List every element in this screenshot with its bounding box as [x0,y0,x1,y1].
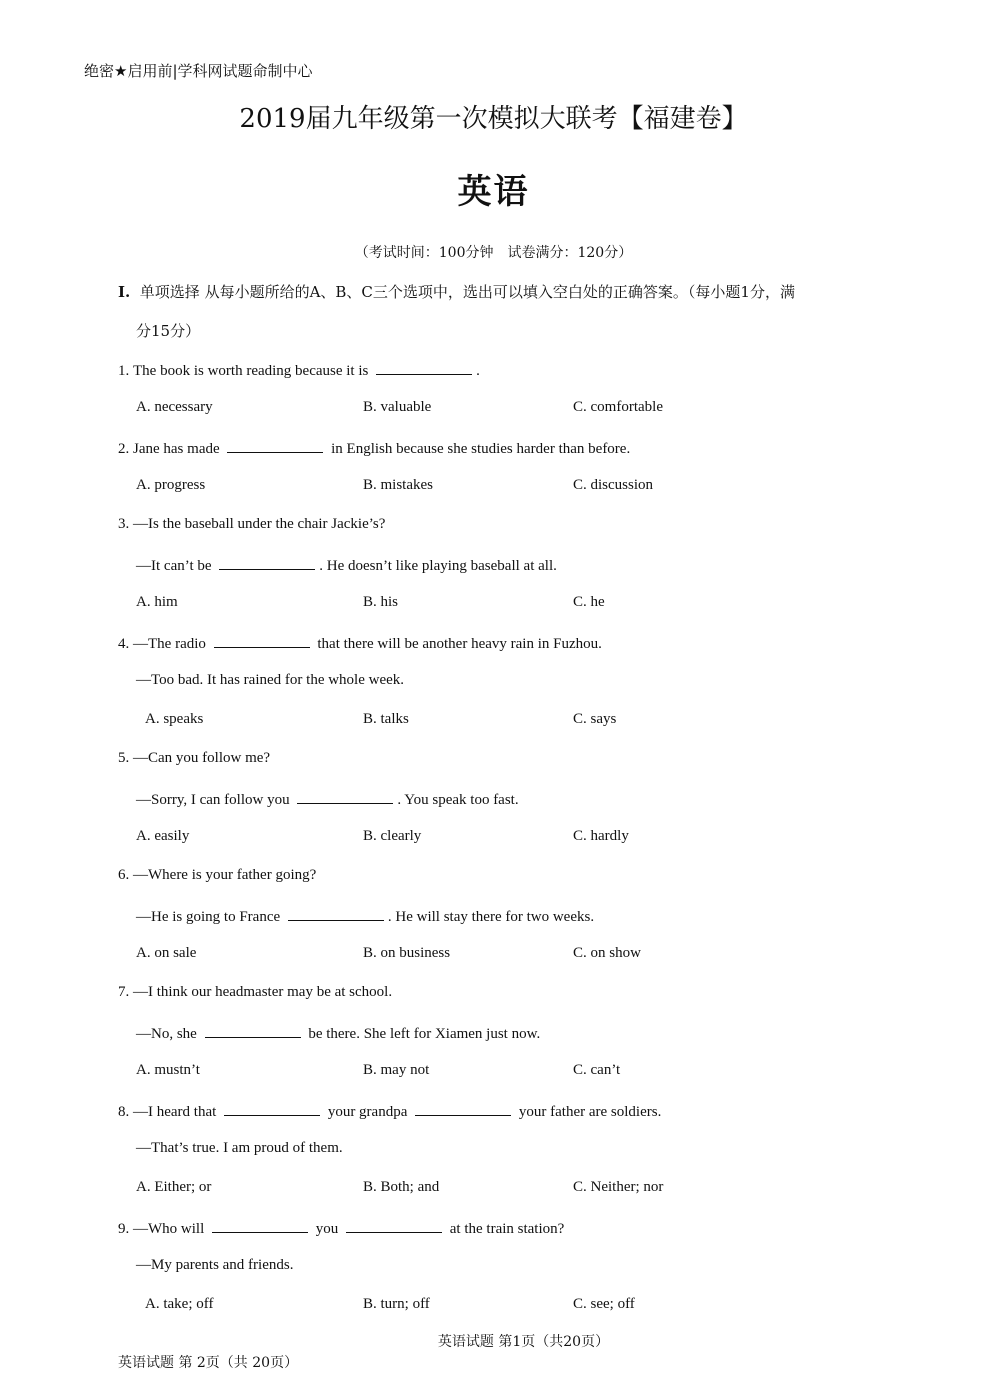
instruction-line-2: 分15分） [136,322,201,340]
section-instruction [118,281,795,302]
question-9-reply: —My parents and friends. [136,1257,294,1273]
q7-option-c: C. can’t [573,1062,621,1078]
answer-blank[interactable] [212,1218,308,1233]
q2-option-a: A. progress [136,477,206,493]
confidential-header: 绝密★启用前|学科网试题命制中心 [84,62,313,80]
question-2: 2. Jane has made in English because she studies harder than before. [118,438,630,458]
question-1: 1. The book is worth reading because it is . [118,360,480,380]
answer-blank[interactable] [288,906,384,921]
q2-option-c: C. discussion [573,477,654,493]
answer-blank[interactable] [214,633,310,648]
answer-blank[interactable] [415,1101,511,1116]
question-6-reply: —He is going to France . He will stay there for two weeks. [136,906,594,926]
q1-option-b: B. valuable [363,399,432,415]
question-5-reply: —Sorry, I can follow you . You speak too fast. [136,789,519,809]
exam-info: （考试时间：100分钟 试卷满分：120分） [354,245,633,261]
q3-option-b: B. his [363,594,399,610]
q4-option-c: C. says [573,711,617,727]
answer-blank[interactable] [219,555,315,570]
exam-title: 2019届九年级第一次模拟大联考【福建卷】 [239,104,748,134]
q2-option-b: B. mistakes [363,477,433,493]
q6-option-c: C. on show [573,945,641,961]
answer-blank[interactable] [346,1218,442,1233]
q7-option-a: A. mustn’t [136,1062,200,1078]
question-4-reply: —Too bad. It has rained for the whole week. [136,672,405,688]
question-7-reply: —No, she be there. She left for Xiamen just now. [136,1023,540,1043]
instruction-line-1: 单项选择 从每小题所给的A、B、C三个选项中，选出可以填入空白处的正确答案。（每小题1分，满 [139,283,795,301]
q9-option-b: B. turn; off [363,1296,430,1312]
question-5: 5. —Can you follow me? [118,750,271,766]
q6-option-a: A. on sale [136,945,197,961]
subject-title: 英语 [457,172,530,212]
page-footer-center: 英语试题 第1页（共20页） [437,1334,610,1350]
section-number: I. [118,283,131,301]
q5-option-b: B. clearly [363,828,422,844]
answer-blank[interactable] [227,438,323,453]
question-6: 6. —Where is your father going? [118,867,317,883]
q4-option-b: B. talks [363,711,409,727]
q6-option-b: B. on business [363,945,451,961]
answer-blank[interactable] [297,789,393,804]
q8-option-a: A. Either; or [136,1179,212,1195]
q9-option-c: C. see; off [573,1296,635,1312]
page-footer-left: 英语试题 第 2页（共 20页） [118,1355,299,1371]
question-8: 8. —I heard that your grandpa your father are soldiers. [118,1101,661,1121]
answer-blank[interactable] [376,360,472,375]
q7-option-b: B. may not [363,1062,430,1078]
q3-option-c: C. he [573,594,605,610]
q1-option-c: C. comfortable [573,399,663,415]
q5-option-a: A. easily [136,828,190,844]
question-3-reply: —It can’t be . He doesn’t like playing baseball at all. [136,555,557,575]
q5-option-c: C. hardly [573,828,629,844]
q1-option-a: A. necessary [136,399,213,415]
answer-blank[interactable] [205,1023,301,1038]
q9-option-a: A. take; off [145,1296,214,1312]
question-9: 9. —Who will you at the train station? [118,1218,564,1238]
q3-option-a: A. him [136,594,178,610]
question-8-reply: —That’s true. I am proud of them. [136,1140,343,1156]
q8-option-b: B. Both; and [363,1179,440,1195]
answer-blank[interactable] [224,1101,320,1116]
question-7: 7. —I think our headmaster may be at school. [118,984,393,1000]
q8-option-c: C. Neither; nor [573,1179,664,1195]
question-3: 3. —Is the baseball under the chair Jackie’s? [118,516,386,532]
q4-option-a: A. speaks [145,711,204,727]
question-4: 4. —The radio that there will be another heavy rain in Fuzhou. [118,633,602,653]
